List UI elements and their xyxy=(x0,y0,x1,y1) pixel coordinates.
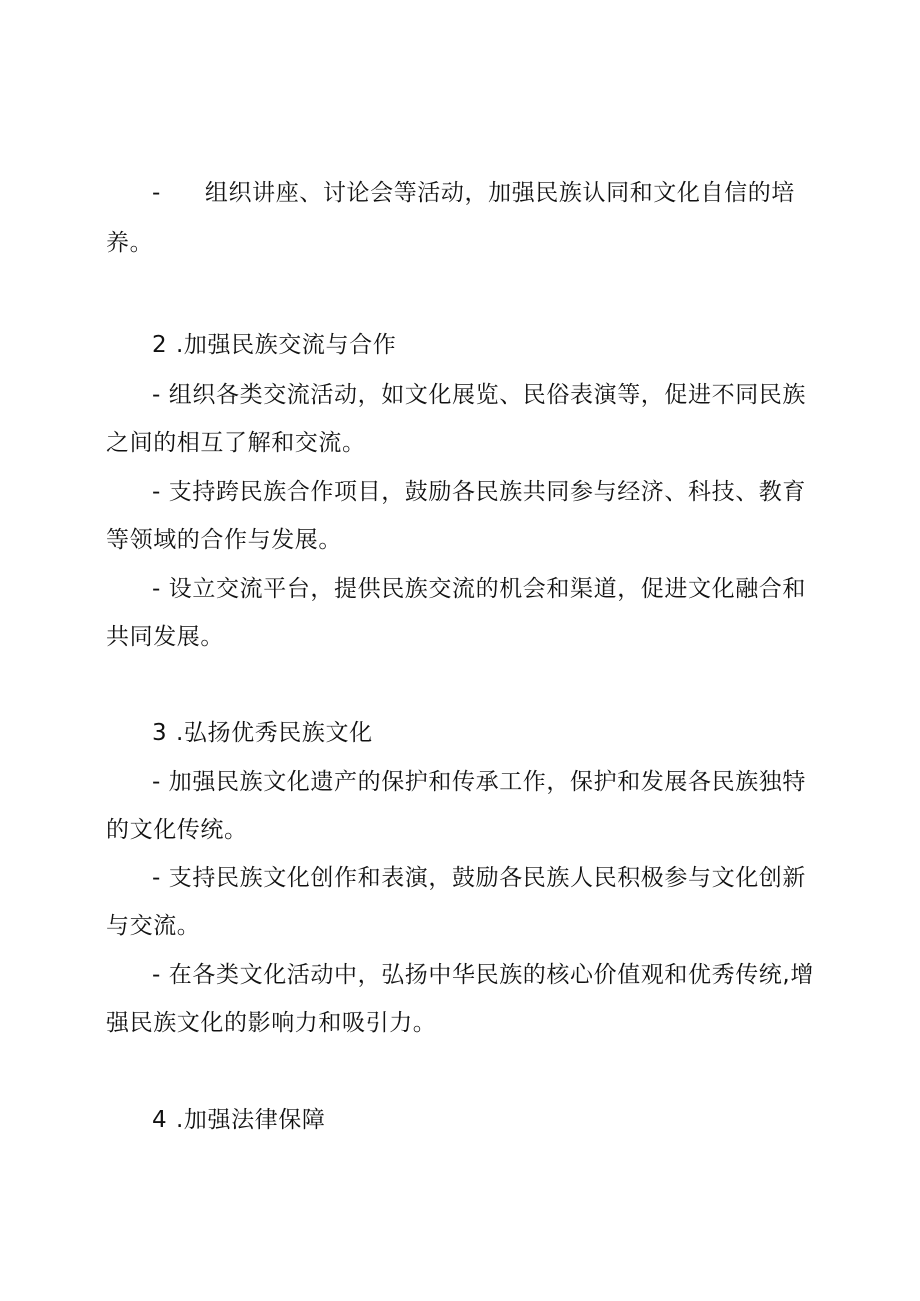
bullet-continuation: 之间的相互了解和交流。 xyxy=(106,430,366,456)
bullet-continuation: 的文化传统。 xyxy=(106,817,248,843)
bullet-continuation: 与交流。 xyxy=(106,913,201,939)
bullet-line: - 支持民族文化创作和表演，鼓励各民族人民积极参与文化创新 xyxy=(152,865,807,891)
bullet-continuation: 等领域的合作与发展。 xyxy=(106,527,342,553)
bullet-line: - 在各类文化活动中，弘扬中华民族的核心价值观和优秀传统,增 xyxy=(152,962,814,988)
bullet-line xyxy=(152,178,862,208)
bullet-line: - 设立交流平台，提供民族交流的机会和渠道，促进文化融合和 xyxy=(152,576,807,602)
section-title: .加强法律保障 xyxy=(176,1107,326,1133)
section-number: 2 xyxy=(152,332,168,358)
bullet-line: - 加强民族文化遗产的保护和传承工作，保护和发展各民族独特 xyxy=(152,769,807,795)
bullet-dash: - xyxy=(152,180,161,206)
bullet-line: - 组织各类交流活动，如文化展览、民俗表演等，促进不同民族 xyxy=(152,382,807,408)
bullet-continuation: 共同发展。 xyxy=(106,624,224,650)
bullet-line: - 支持跨民族合作项目，鼓励各民族共同参与经济、科技、教育 xyxy=(152,479,807,505)
section-title: .加强民族交流与合作 xyxy=(176,332,397,358)
section-heading-2 xyxy=(152,330,862,360)
bullet-text: 组织讲座、讨论会等活动，加强民族认同和文化自信的培 xyxy=(204,180,795,206)
section-heading-3 xyxy=(152,718,862,748)
section-title: .弘扬优秀民族文化 xyxy=(176,720,373,746)
section-number: 4 xyxy=(152,1107,168,1133)
section-number: 3 xyxy=(152,720,168,746)
bullet-continuation: 养。 xyxy=(106,230,154,256)
bullet-continuation: 强民族文化的影响力和吸引力。 xyxy=(106,1010,437,1036)
section-heading-4 xyxy=(152,1105,862,1135)
